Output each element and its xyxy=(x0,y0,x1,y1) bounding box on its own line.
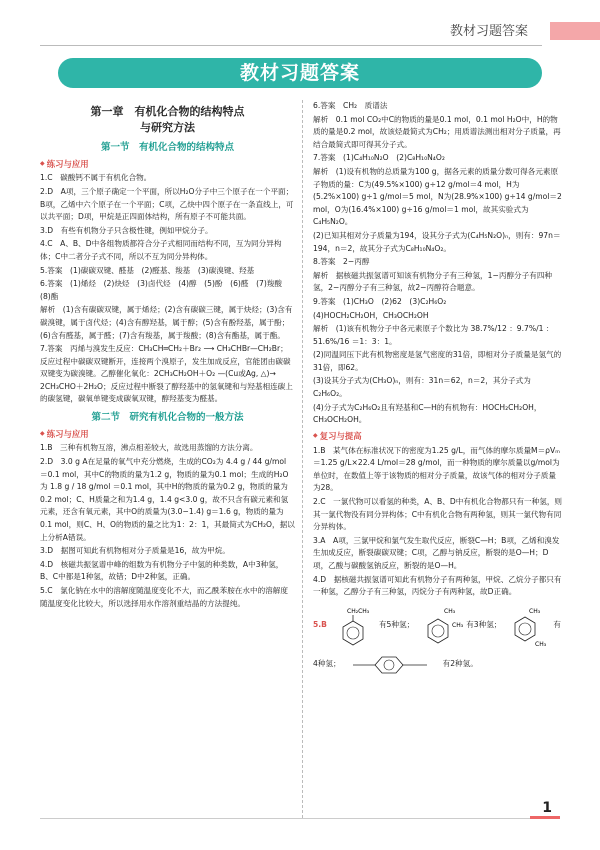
subsection-title-review: ◆ 复习与提高 xyxy=(313,430,563,443)
answer-paragraph: 7.答案 丙烯与溴发生反应：CH₃CH═CH₂＋Br₂ ⟶ CH₃CHBr—CH₂Br；反应过程中碳碳双键断开，连接两个溴原子，发生加成反应，官能团由碳碳双键变为碳溴键。乙醇催化氧化：2CH₃CH₂OH＋O₂ —(Cu或Ag, △)→ 2CH₃CHO＋2H₂O；反应过程中断裂了醇羟基中的氢氧键和与羟基相连碳上的碳氢键，碳氧单键变成碳氧双键，醇羟基变为醛基。 xyxy=(40,344,293,404)
answer-number: 5.B xyxy=(313,620,327,630)
answer-paragraph: (3)设其分子式为(CH₃O)ₙ，则有：31n＝62，n＝2，其分子式为C₂H₆O₂。 xyxy=(313,376,531,399)
chapter-title xyxy=(40,104,295,136)
methyl-label: CH₃ xyxy=(535,640,547,648)
structure-caption: 有2种氢。 xyxy=(442,659,478,669)
substituent-label: CH₂CH₃ xyxy=(346,607,370,615)
subsection-title-1: ◆ 练习与应用 xyxy=(40,158,295,171)
answer-paragraph: 解析 据核磁共振氢谱可知该有机物分子有三种氢，1−丙醇分子有四种氢，2−丙醇分子有三种氢，故2−丙醇符合题意。 xyxy=(313,270,553,293)
ethylbenzene-structure xyxy=(333,605,373,647)
left-column xyxy=(40,100,295,611)
answer-paragraph: (2)已知其相对分子质量为194，设其分子式为(C₄H₅N₂O)ₙ，则有：97n＝194，n＝2，故其分子式为C₈H₁₀N₄O₂。 xyxy=(313,230,561,253)
answer-paragraph: 4.D 核磁共振氢谱中峰的组数为有机物分子中氢的种类数，A中3种氢，B、C中都是1种氢，故错；D中2种氢，正确。 xyxy=(40,559,284,582)
chapter-title-line1: 第一章 有机化合物的结构特点 xyxy=(90,105,245,118)
answer-paragraph: 解析 (1)该有机物分子中各元素原子个数比为 38.7%/12 ：9.7%/1 ：51.6%/16 ＝1：3：1。 xyxy=(313,324,554,346)
footer-rule xyxy=(40,818,560,819)
chapter-title-line2: 与研究方法 xyxy=(140,121,195,134)
answer-paragraph: 9.答案 (1)CH₃O (2)62 (3)C₂H₆O₂ xyxy=(313,296,447,306)
answer-paragraph: 解析 0.1 mol CO₂中C的物质的量是0.1 mol，0.1 mol H₂O中，H的物质的量是0.2 mol，故该烃最简式为CH₂；用质谱法测出相对分子质量，再结合最简式即可得其分子式。 xyxy=(313,114,561,149)
answer-paragraph: (4)HOCH₂CH₂OH，CH₃OCH₂OH xyxy=(313,310,429,320)
header-rule xyxy=(40,45,542,46)
answer-paragraph: 5.C 氯化钠在水中的溶解度随温度变化不大，而乙酰苯胺在水中的溶解度随温度变化比较大，所以选择用水作溶剂重结晶的方法提纯。 xyxy=(40,586,288,608)
answer-paragraph: 1.B 三种有机物互溶，沸点相差较大，故选用蒸馏的方法分离。 xyxy=(40,443,258,453)
page-number: 1 xyxy=(542,800,552,816)
answer-paragraph: 解析 (1)含有碳碳双键，属于烯烃；(2)含有碳碳三键，属于炔烃；(3)含有碳溴键，属于卤代烃；(4)含有醇羟基，属于醇；(5)含有酚羟基，属于酚；(6)含有醛基，属于醛；(7)含有羧基，属于羧酸；(8)含有酯基，属于酯。 xyxy=(40,305,293,340)
structure-row-2 xyxy=(313,653,563,677)
methyl-label: CH₃ xyxy=(452,621,464,629)
right-column xyxy=(313,100,563,681)
structure-caption: 有 xyxy=(553,620,561,630)
answer-paragraph: (4)分子式为C₂H₆O₂且有羟基和C—H的有机物有：HOCH₂CH₂OH，CH₃OCH₂OH。 xyxy=(313,402,542,425)
answer-paragraph: 6.答案 (1)烯烃 (2)炔烃 (3)卤代烃 (4)醇 (5)酚 (6)醛 (7)羧酸 (8)酯 xyxy=(40,279,290,301)
section-title-1: 第一节 有机化合物的结构特点 xyxy=(100,142,234,153)
page-number-accent xyxy=(530,816,560,819)
answer-paragraph: 2.D 3.0 g A在足量的氧气中充分燃烧，生成的CO₂为 4.4 g / 44 g/mol ＝0.1 mol，其中C的物质的量为1.2 g，物质的量为0.1 mol；生成的H₂O为 1.8 g / 18 g/mol ＝0.1 mol，其中H的物质的量为0.2 g，物质的量为0.2 mol；C、H质量之和为1.4 g，1.4 g<3.0 g，故不只含有碳元素和氢元素，还含有氧元素，其中O的质量为(3.0−1.4) g＝1.6 g，物质的量为0.1 mol，则C、H、O的物质的量之比为1：2：1，其最简式为CH₂O，据以上分析A错误。 xyxy=(40,457,295,542)
header-label: 教材习题答案 xyxy=(449,24,528,39)
column-divider xyxy=(302,100,303,818)
methyl-label: CH₃ xyxy=(529,607,541,615)
methyl-label: CH₃ xyxy=(444,607,456,615)
answer-paragraph: 2.C 一氯代物可以看氢的种类，A、B、D中有机化合物都只有一种氢，则其一氯代物没有同分异构体；C中有机化合物有两种氢，则其一氯代物有同分异构体。 xyxy=(313,497,563,532)
answer-paragraph: 3.D 有些有机物分子只含极性键，例如甲烷分子。 xyxy=(40,225,213,235)
section-title-2: 第二节 研究有机化合物的一般方法 xyxy=(91,412,244,424)
page-title-banner: 教材习题答案 xyxy=(58,58,542,88)
answer-paragraph: (2)同温同压下此有机物密度是氢气密度的31倍，即相对分子质量是氢气的31倍，即62。 xyxy=(313,350,562,372)
structure-caption: 有5种氢； xyxy=(378,620,415,630)
answer-paragraph: 7.答案 (1)C₄H₁₀N₂O (2)C₈H₁₀N₄O₂ xyxy=(313,153,445,163)
header-tab-decoration xyxy=(550,22,600,40)
structure-caption: 有3种氢； xyxy=(466,620,502,630)
answer-paragraph: 4.D 据核磁共振氢谱可知此有机物分子有两种氢，甲烷、乙烷分子都只有一种氢，乙醇分子有三种氢，丙烷分子有两种氢，故D正确。 xyxy=(313,574,562,597)
structure-caption: 4种氢； xyxy=(313,659,341,669)
trimethylbenzene-structure-b xyxy=(507,605,547,647)
answer-paragraph: 1.C 碳酸钙不属于有机化合物。 xyxy=(40,173,152,183)
answer-paragraph: 6.答案 CH₂ 质谱法 xyxy=(313,101,388,110)
answer-paragraph: 4.C A、B、D中各组物质都符合分子式相同而结构不同，互为同分异构体；C中二者分子式不同，所以不互为同分异构体。 xyxy=(40,239,282,261)
answer-paragraph: 1.B 某气体在标准状况下的密度为1.25 g/L，而气体的摩尔质量M＝ρVₘ＝1.25 g/L×22.4 L/mol＝28 g/mol，而一种物质的摩尔质量以g/mol为单位时，在数值上等于该物质的相对分子质量，故该气体的相对分子质量为28。 xyxy=(313,445,560,493)
answer-paragraph: 3.A A项，三氯甲烷和氯气发生取代反应，断裂C—H；B项，乙烯和溴发生加成反应，断裂碳碳双键；C项，乙醇与钠反应，断裂的是O—H；D项，乙酸与碳酸氢钠反应，断裂的是O—H。 xyxy=(313,535,560,570)
structure-row-1 xyxy=(313,605,563,647)
para-xylene-structure xyxy=(347,653,437,677)
answer-paragraph: 8.答案 2−丙醇 xyxy=(313,257,370,267)
trimethylbenzene-structure-a xyxy=(420,605,464,647)
answer-paragraph: 2.D A项，三个原子确定一个平面，所以H₂O分子中三个原子在一个平面；B项，乙烯中六个原子在一个平面；C项，乙炔中四个原子在一条直线上，可以共平面；D项，甲烷是正四面体结构，所有原子不可能共面。 xyxy=(40,186,294,222)
answer-paragraph: 5.答案 (1)碳碳双键、醛基 (2)醛基、羧基 (3)碳溴键、羟基 xyxy=(40,265,255,275)
answer-paragraph: 3.D 据图可知此有机物相对分子质量是16，故为甲烷。 xyxy=(40,546,230,556)
answer-paragraph: 解析 (1)设有机物的总质量为100 g，据各元素的质量分数可得各元素原子物质的量：C为(49.5%×100) g÷12 g/mol＝4 mol，H为(5.2%×100) g÷1 g/mol＝5 mol，N为(28.9%×100) g÷14 g/mol＝2 mol，O为(16.4%×100) g÷16 g/mol＝1 mol，故其实验式为C₄H₅N₂O。 xyxy=(313,166,562,227)
subsection-title-2: ◆ 练习与应用 xyxy=(40,428,295,441)
